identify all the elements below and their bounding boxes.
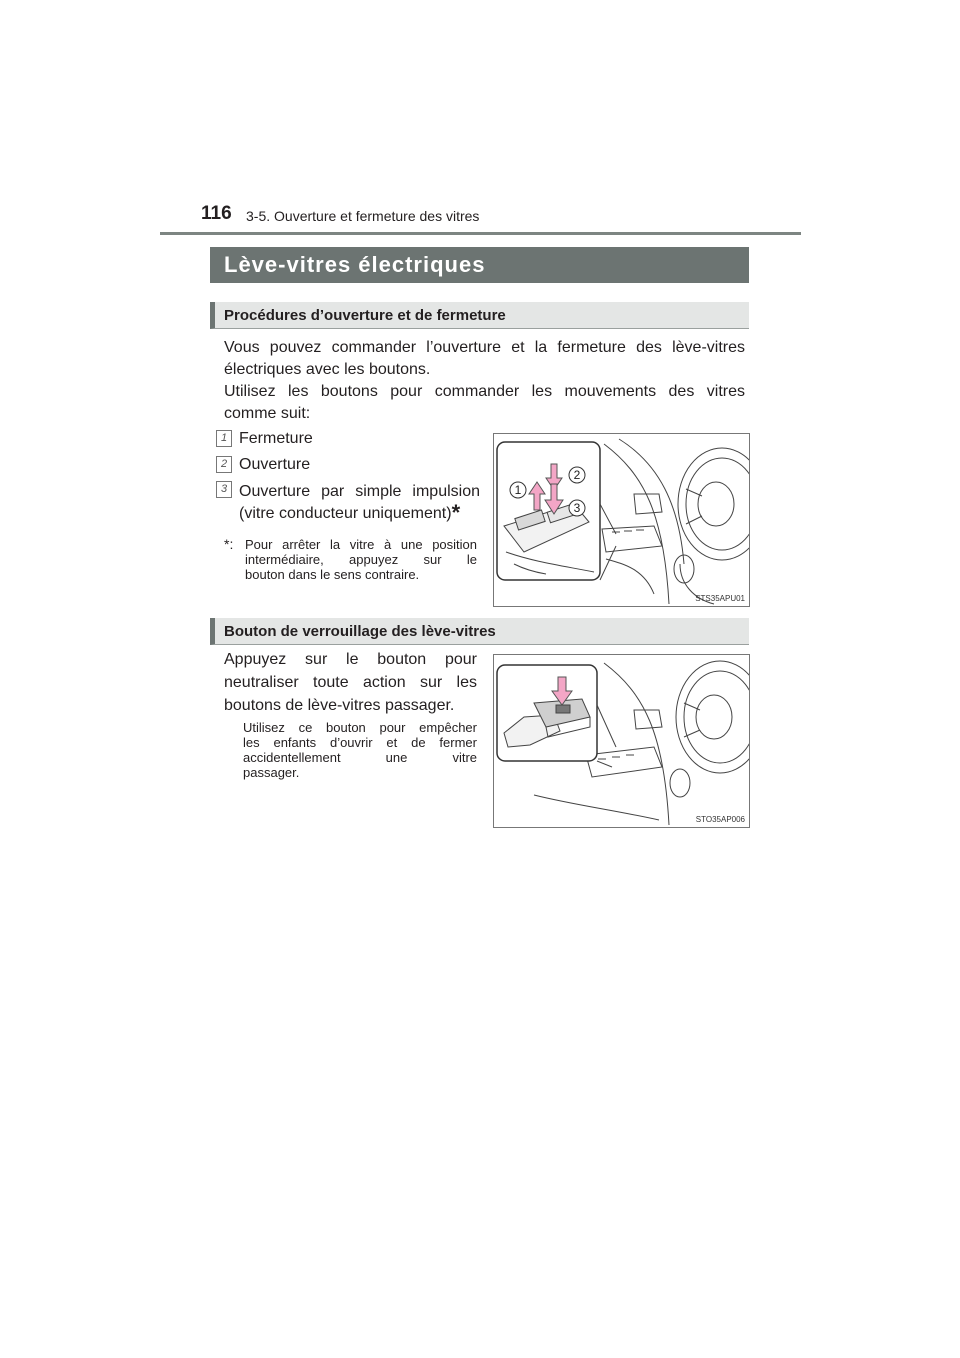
item-text: Ouverture par simple impulsion (239, 483, 480, 500)
item-number-badge: 3 (216, 481, 232, 498)
footnote-line: intermédiaire, appuyez sur le (245, 552, 477, 567)
list-item (216, 481, 480, 525)
intro-line: Vous pouvez commander l’ouverture et la fermeture des lève-vitres (224, 339, 745, 356)
lock-button-note (243, 720, 477, 780)
page-number: 116 (201, 203, 232, 224)
lock-button-paragraph (224, 648, 477, 717)
lock-button-illustration (494, 655, 749, 827)
intro-line: comme suit: (224, 405, 311, 422)
paragraph-line: boutons de lève-vitres passager. (224, 697, 455, 714)
note-line: les enfants d’ouvrir et de fermer (243, 735, 477, 750)
asterisk-mark: * (451, 500, 461, 525)
header-rule (160, 232, 801, 235)
figure-id: STO35AP006 (695, 815, 745, 824)
intro-line: électriques avec les boutons. (224, 361, 431, 378)
intro-line: Utilisez les boutons pour commander les mouvements des vitres (224, 383, 745, 400)
note-line: passager. (243, 765, 300, 780)
note-line: accidentellement une vitre (243, 750, 477, 765)
footnote-marker: *: (224, 536, 234, 552)
footnote (224, 537, 477, 582)
note-line: Utilisez ce bouton pour empêcher (243, 720, 477, 735)
section-heading-lock-button: Bouton de verrouillage des lève-vitres (210, 618, 749, 645)
callout-label: 3 (573, 501, 581, 515)
section-heading-procedures: Procédures d’ouverture et de fermeture (210, 302, 749, 329)
window-switch-illustration (494, 434, 749, 606)
item-text: Ouverture (239, 456, 311, 473)
figure-id: STS35APU01 (695, 594, 745, 603)
list-item (216, 428, 313, 450)
window-switch-figure (493, 433, 750, 607)
item-text: Fermeture (239, 430, 313, 447)
paragraph-line: Appuyez sur le bouton pour (224, 651, 477, 668)
footnote-line: Pour arrêter la vitre à une position (245, 537, 477, 552)
lock-button-figure (493, 654, 750, 828)
footnote-line: bouton dans le sens contraire. (245, 567, 420, 582)
item-number-badge: 2 (216, 456, 232, 473)
callout-label: 1 (514, 483, 522, 497)
list-item (216, 454, 310, 476)
callout-label: 2 (573, 468, 581, 482)
item-text: (vitre conducteur uniquement) (239, 505, 452, 522)
chapter-title: 3-5. Ouverture et fermeture des vitres (246, 208, 480, 224)
item-number-badge: 1 (216, 430, 232, 447)
page-title: Lève-vitres électriques (210, 247, 749, 283)
intro-paragraph (224, 337, 745, 425)
paragraph-line: neutraliser toute action sur les (224, 674, 477, 691)
